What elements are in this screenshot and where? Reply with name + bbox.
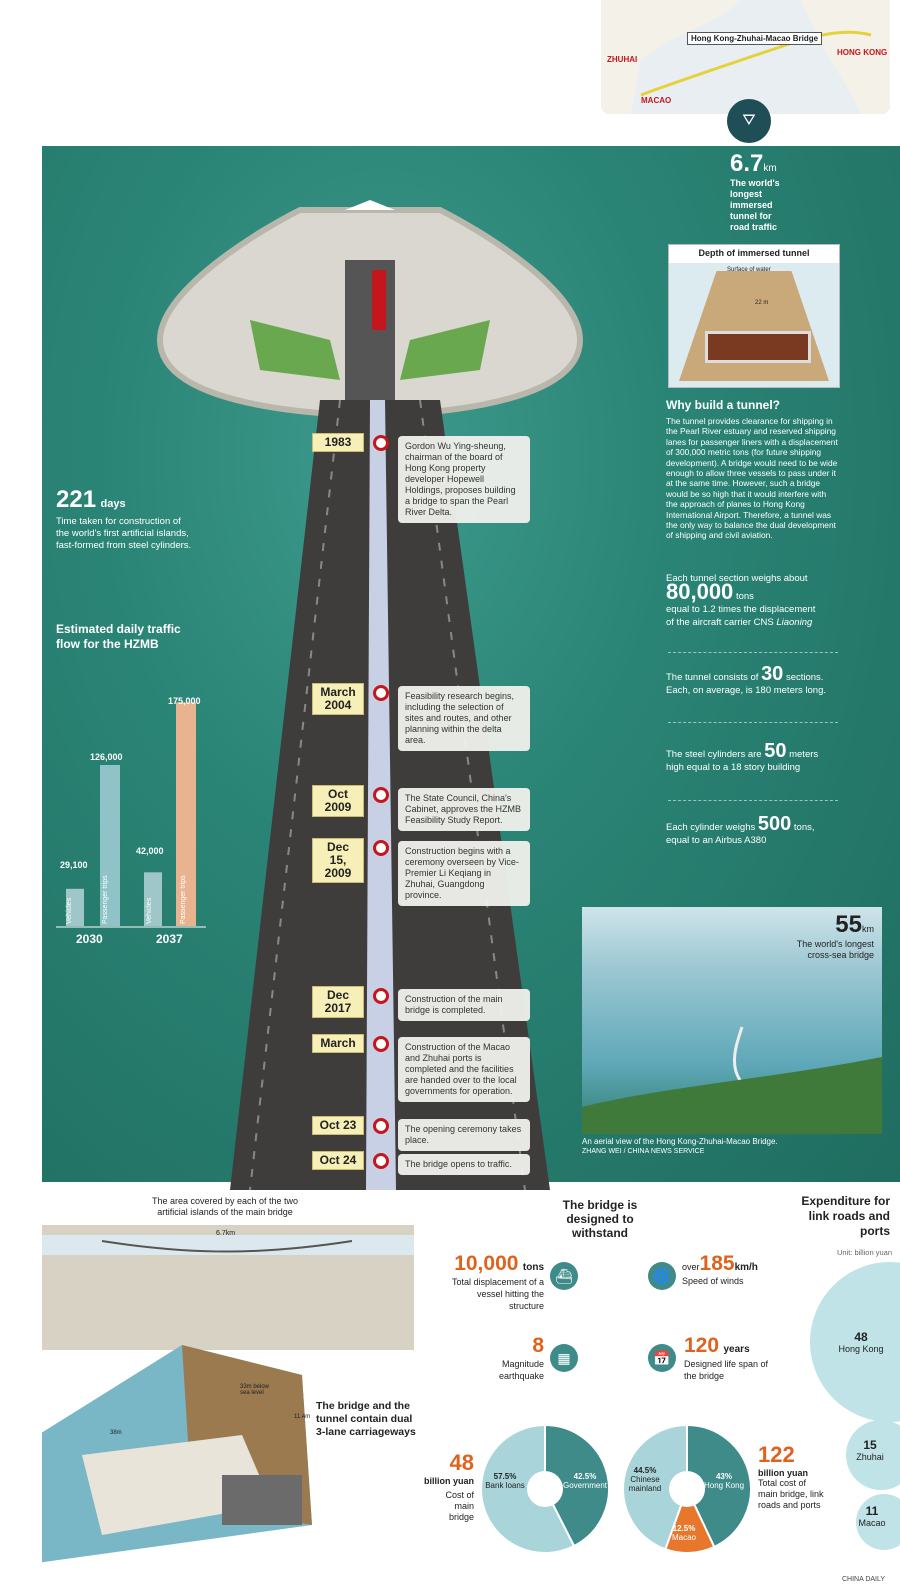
pie-b-mo-label: Macao xyxy=(671,1533,696,1542)
timeline-year: Oct 23 xyxy=(312,1116,364,1135)
timeline-year: March xyxy=(312,1034,364,1053)
withstand-life-text: Designed life span of the bridge xyxy=(684,1359,769,1381)
fact4-post: tons, xyxy=(793,822,815,833)
timeline-marker xyxy=(373,787,389,803)
pie-hole xyxy=(527,1471,563,1507)
withstand-wind-unit: km/h xyxy=(734,1262,758,1273)
pie-b-cm xyxy=(625,1466,665,1493)
expend-hk-val: 48 xyxy=(854,1330,868,1344)
expend-zh-label: Zhuhai xyxy=(856,1452,884,1462)
timeline-marker xyxy=(373,1118,389,1134)
withstand-vessel xyxy=(448,1252,544,1312)
withstand-wind-text: Speed of winds xyxy=(682,1276,744,1286)
withstand-vessel-unit: tons xyxy=(522,1262,544,1273)
fact2-post2: Each, on average, is 180 meters long. xyxy=(666,685,827,696)
pie-a-gov-label: Government xyxy=(562,1481,608,1490)
fact3-post2: high equal to a 18 story building xyxy=(666,762,801,773)
timeline-year: March 2004 xyxy=(312,683,364,715)
fact4-post2: equal to an Airbus A380 xyxy=(666,835,767,846)
why-title: Why build a tunnel? xyxy=(666,398,780,412)
timeline-note: Construction of the Macao and Zhuhai ports is completed and the facilities are handed over to the local governments for operation. xyxy=(398,1037,530,1102)
timeline-note: Construction of the main bridge is completed. xyxy=(398,989,530,1021)
fact4-val: 500 xyxy=(757,813,792,835)
photo-value: 55 xyxy=(835,911,862,938)
map-zhuhai: ZHUHAI xyxy=(607,55,638,64)
cross-depth2: 11.4m xyxy=(294,1414,311,1420)
pie-a-bank xyxy=(485,1472,525,1490)
traffic-title: Estimated daily traffic flow for the HZMB xyxy=(56,622,181,651)
fact-cylinder-height xyxy=(666,740,856,774)
withstand-quake xyxy=(478,1334,544,1382)
map-hongkong: HONG KONG xyxy=(837,48,888,57)
fact1-pre: Each tunnel section weighs about xyxy=(666,573,808,584)
cost-total-text: Total cost of main bridge, link roads and ports xyxy=(758,1478,824,1510)
withstand-quake-value: 8 xyxy=(532,1334,544,1357)
timeline-year: Dec 15, 2009 xyxy=(312,838,364,883)
fact1-post: equal to 1.2 times the displacement xyxy=(666,604,816,615)
depth-diagram xyxy=(668,244,840,388)
timeline-marker xyxy=(373,1153,389,1169)
pie-b-cm-label: Chinese mainland xyxy=(628,1475,662,1493)
days-stat xyxy=(56,486,126,514)
photo-stat xyxy=(835,911,874,939)
timeline-year: Oct 2009 xyxy=(312,785,364,817)
fact1-post2: of the aircraft carrier CNS xyxy=(666,617,777,628)
footer-credit: CHINA DAILY xyxy=(842,1576,886,1583)
traffic-value-v2030: 29,100 xyxy=(60,860,88,870)
pie-b-cm-val: 44.5% xyxy=(633,1466,657,1475)
depth-surface: Surface of water xyxy=(727,267,771,273)
ship-icon: ⛴ xyxy=(550,1262,578,1290)
timeline-note: Gordon Wu Ying-sheung, chairman of the board of Hong Kong property developer Hopewell Holdings, proposes building a bridge to span the Pearl River Delta. xyxy=(398,436,530,523)
photo-unit: km xyxy=(862,924,874,934)
fact2-post: sections. xyxy=(785,672,824,683)
cost-main-text: Cost of main bridge xyxy=(445,1490,474,1522)
area-caption: The area covered by each of the two artificial islands of the main bridge xyxy=(151,1196,299,1217)
cost-main-unit: billion yuan xyxy=(423,1476,474,1486)
depth-value: 22 m xyxy=(755,300,769,306)
withstand-vessel-text: Total displacement of a vessel hitting the structure xyxy=(451,1277,544,1311)
fact3-val: 50 xyxy=(764,740,787,762)
withstand-wind xyxy=(682,1252,758,1286)
map-bridge-label: Hong Kong-Zhuhai-Macao Bridge xyxy=(687,32,822,45)
fact3-pre: The steel cylinders are xyxy=(666,749,762,760)
earthquake-icon: ▦ xyxy=(550,1344,578,1372)
cost-total-unit: billion yuan xyxy=(758,1468,809,1478)
location-map xyxy=(601,0,890,114)
wind-icon: 🌀 xyxy=(648,1262,676,1290)
fact4-pre: Each cylinder weighs xyxy=(666,822,756,833)
fact1-val: 80,000 xyxy=(666,579,734,604)
traffic-bar-label-v2030: Vehicles xyxy=(66,897,73,924)
depth-title: Depth of immersed tunnel xyxy=(698,248,810,258)
tunnel-icon: ⛛ xyxy=(727,99,771,143)
withstand-title: The bridge is designed to withstand xyxy=(562,1198,638,1240)
timeline-year: 1983 xyxy=(312,433,364,452)
map-macao: MACAO xyxy=(641,96,672,105)
tunnel-length-unit: km xyxy=(763,163,777,174)
timeline-marker xyxy=(373,435,389,451)
cost-main-value: 48 xyxy=(449,1450,474,1475)
cross-depth1: 33m below sea level xyxy=(240,1384,270,1396)
artificial-island xyxy=(150,200,590,420)
fact2-val: 30 xyxy=(761,663,784,685)
timeline-marker xyxy=(373,1036,389,1052)
timeline-note: The State Council, China's Cabinet, approves the HZMB Feasibility Study Report. xyxy=(398,788,530,831)
fact-sections xyxy=(666,663,856,697)
pie-b-hk-val: 43% xyxy=(715,1472,732,1481)
photo-credit-agency: ZHANG WEI / CHINA NEWS SERVICE xyxy=(582,1148,705,1155)
timeline-note: The opening ceremony takes place. xyxy=(398,1119,530,1151)
cross-depth3: 38m xyxy=(110,1430,122,1436)
pie-a-bank-val: 57.5% xyxy=(493,1472,517,1481)
expend-hk-label: Hong Kong xyxy=(838,1344,884,1354)
expend-unit: Unit: billion yuan xyxy=(836,1248,892,1257)
why-text: The tunnel provides clearance for shipping in the Pearl River estuary and reserved shipping lanes for passenger liners with a displacement of 300,000 metric tons (for future shipping development). A bridge would need to be wide enough to allow three vessels to pass under it at the same time. However, such a bridge would be so high that it would interfere with the approach of planes to Hong Kong International Airport. Therefore, a tunnel was the only way to balance the dual development of shipping and civil aviation. xyxy=(666,416,838,541)
expend-zh xyxy=(850,1438,890,1462)
fact2-pre: The tunnel consists of xyxy=(666,672,759,683)
pie-b-hk xyxy=(700,1472,748,1490)
days-unit: days xyxy=(100,498,126,510)
expend-hk xyxy=(836,1330,886,1354)
expend-mo-val: 11 xyxy=(865,1504,879,1518)
cost-main xyxy=(408,1450,474,1523)
photo-caption: The world's longest cross-sea bridge xyxy=(796,939,874,960)
traffic-bar-label-p2037: Passenger trips xyxy=(180,875,187,924)
fact1-unit: tons xyxy=(735,591,754,602)
pie-a-bank-label: Bank loans xyxy=(485,1481,525,1490)
calendar-icon: 📅 xyxy=(648,1344,676,1372)
traffic-bar-label-p2030: Passenger trips xyxy=(102,875,109,924)
timeline-year: Dec 2017 xyxy=(312,986,364,1018)
withstand-quake-text: Magnitude earthquake xyxy=(498,1359,544,1381)
traffic-value-p2030: 126,000 xyxy=(90,752,123,762)
fact-cylinder-weight xyxy=(666,813,856,847)
pie-a-gov-val: 42.5% xyxy=(573,1472,597,1481)
expend-zh-val: 15 xyxy=(863,1438,877,1452)
traffic-year-2030: 2030 xyxy=(76,932,103,946)
timeline-marker xyxy=(373,988,389,1004)
pie-b-hk-label: Hong Kong xyxy=(703,1481,745,1490)
cost-total xyxy=(758,1442,828,1511)
lanes-caption: The bridge and the tunnel contain dual 3-lane carriageways xyxy=(316,1400,416,1438)
fact1-ship: Liaoning xyxy=(776,617,813,628)
days-caption: Time taken for construction of the world's first artificial islands, fast-formed from steel cylinders. xyxy=(56,516,192,551)
traffic-value-p2037: 175,000 xyxy=(168,696,201,706)
timeline-note: Feasibility research begins, including the selection of sites and routes, and other planning within the delta area. xyxy=(398,686,530,751)
pie-b-mo-val: 12.5% xyxy=(672,1524,696,1533)
timeline-note: The bridge opens to traffic. xyxy=(398,1154,530,1175)
withstand-life-value: 120 xyxy=(684,1334,720,1357)
pie-b-mo xyxy=(664,1524,704,1542)
timeline-marker xyxy=(373,840,389,856)
days-value: 221 xyxy=(56,486,97,513)
fact3-post: meters xyxy=(789,749,819,760)
expend-mo-label: Macao xyxy=(858,1518,886,1528)
fact-section-weight xyxy=(666,572,846,629)
withstand-life-unit: years xyxy=(723,1344,750,1355)
timeline-year: Oct 24 xyxy=(312,1151,364,1170)
traffic-bar-label-v2037: Vehicles xyxy=(146,897,153,924)
tunnel-length xyxy=(730,150,777,178)
expend-mo xyxy=(852,1504,892,1528)
traffic-year-2037: 2037 xyxy=(156,932,183,946)
cross-length: 6.7km xyxy=(216,1230,236,1237)
expend-title: Expenditure for link roads and ports xyxy=(801,1194,890,1238)
tunnel-length-value: 6.7 xyxy=(730,150,764,177)
tunnel-caption: The world's longest immersed tunnel for road traffic xyxy=(730,178,780,232)
aerial-photo xyxy=(582,907,882,1134)
timeline-marker xyxy=(373,685,389,701)
traffic-value-v2037: 42,000 xyxy=(136,846,164,856)
pie-a-gov xyxy=(560,1472,610,1490)
photo-credit: An aerial view of the Hong Kong-Zhuhai-Macao Bridge. xyxy=(582,1137,778,1146)
cost-total-value: 122 xyxy=(758,1442,795,1467)
withstand-wind-value: 185 xyxy=(699,1252,735,1275)
timeline-note: Construction begins with a ceremony overseen by Vice-Premier Li Keqiang in Zhuhai, Guangdong province. xyxy=(398,841,530,906)
withstand-wind-pre: over xyxy=(682,1262,700,1272)
withstand-life xyxy=(684,1334,774,1382)
withstand-vessel-value: 10,000 xyxy=(454,1252,519,1275)
